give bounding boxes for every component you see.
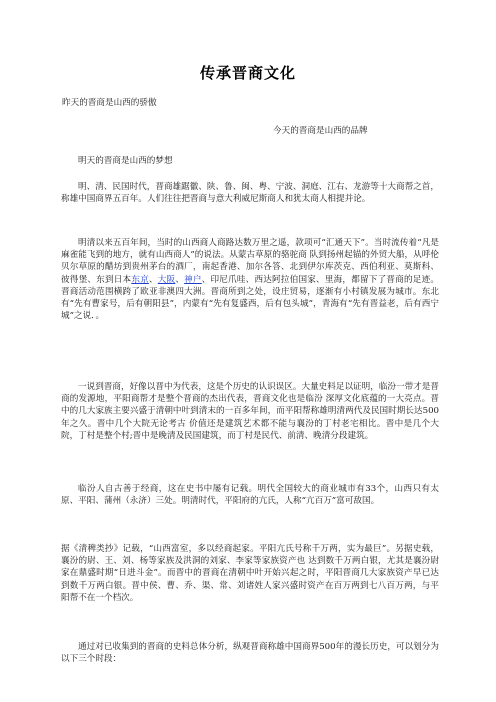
paragraph-4: 临汾人自古善于经商，这在史书中屡有记载。明代全国较大的商业城市有33个，山西只有太原、平阳、蒲州（永济）三处。明清时代，平阳府的亢氏，人称“亢百万”富可敌国。 — [61, 484, 439, 507]
paragraph-3: 一说到晋商，好像以晋中为代表，这是个历史的认识误区。大量史料足以证明，临汾一带才是晋商的发源地，平阳商帮才是整个晋商的杰出代表，晋商文化也是临汾 深厚文化底蕴的一大亮点。晋中的几大家族主要兴盛于清朝中叶到清末的一百多年间，而平阳帮称雄明清两代及民国时期长达500年之久。晋中几个大院无论考古 价值还是建筑艺术都不能与襄汾的丁村老宅相比。晋中是几个大院，丁村是整个村;晋中是晚清及民国建筑，而丁村是民代、前清、晚清分段建筑。 — [61, 382, 439, 441]
paragraph-2 — [61, 237, 439, 322]
subtitle-right: 今天的晋商是山西的品牌 — [273, 126, 368, 136]
link-tokyo[interactable]: 东京 — [131, 274, 149, 285]
link-kobe[interactable]: 神户 — [184, 274, 202, 285]
paragraph-1: 明、清、民国时代，晋商雄踞徽、陕、鲁、闽、粤、宁波、洞庭、江右、龙游等十大商帮之首，称雄中国商界五百年。人们往往把晋商与意大利威尼斯商人和犹太商人相提并论。 — [61, 182, 439, 205]
document-title: 传承晋商文化 — [199, 64, 296, 82]
dream-line: 明天的晋商是山西的梦想 — [78, 156, 173, 166]
paragraph-2-text-after: 、印尼爪哇、西达阿拉伯国家、里海，都留下了晋商的足迹。晋商活动范围横跨了欧亚非澳四大洲。晋商所到之处，设庄贸易，逐渐有小村镇发展为城市。东北有“先有曹家号，后有朝阳县”，内蒙有“先有复盛西，后有包头城”，青海有“先有晋益老，后有西宁城”之说．。 — [61, 274, 439, 322]
paragraph-2-text-before: 明清以来五百年间，当时的山西商人商路达数万里之遥，款项可“汇通天下”。当时流传着“凡是麻雀能飞到的地方，就有山西商人”的说法。从蒙古草原的骆驼商 队到扬州起锚的外贸大船，从呼伦贝尔草原的醋坊到贵州茅台的酒厂，南起香港、加尔各答、北到伊尔库茨克、西伯利亚、莫斯科、彼得堡、东到日本 — [61, 238, 439, 285]
paragraph-5: 据《清稗类抄》记载，“山西富室，多以经商起家。平阳亢氏号称千万两，实为最巨”。另据史载，襄汾的尉、王、刘、杨等家族及洪洞的刘家、李家等家族资产也 达到数千万两白银，尤其是襄汾尉家在鼎盛时期“日进斗金”。而晋中的晋商在清朝中叶开始兴起之时，平阳晋商几大家族资产早已达到数千万两白银。晋中侯、曹、乔、渠、常、刘诸姓人家兴盛时资产在百万两到七八百万两，与平阳帮不在一个档次。 — [61, 544, 439, 603]
paragraph-6: 通过对已收集到的晋商的史料总体分析，纵观晋商称雄中国商界500年的漫长历史，可以划分为以下三个时段： — [61, 642, 439, 665]
link-separator: 、 — [148, 274, 158, 285]
link-osaka[interactable]: 大阪 — [157, 274, 176, 285]
subtitle-left: 昨天的晋商是山西的骄傲 — [62, 98, 157, 108]
link-separator: 、 — [175, 274, 185, 285]
